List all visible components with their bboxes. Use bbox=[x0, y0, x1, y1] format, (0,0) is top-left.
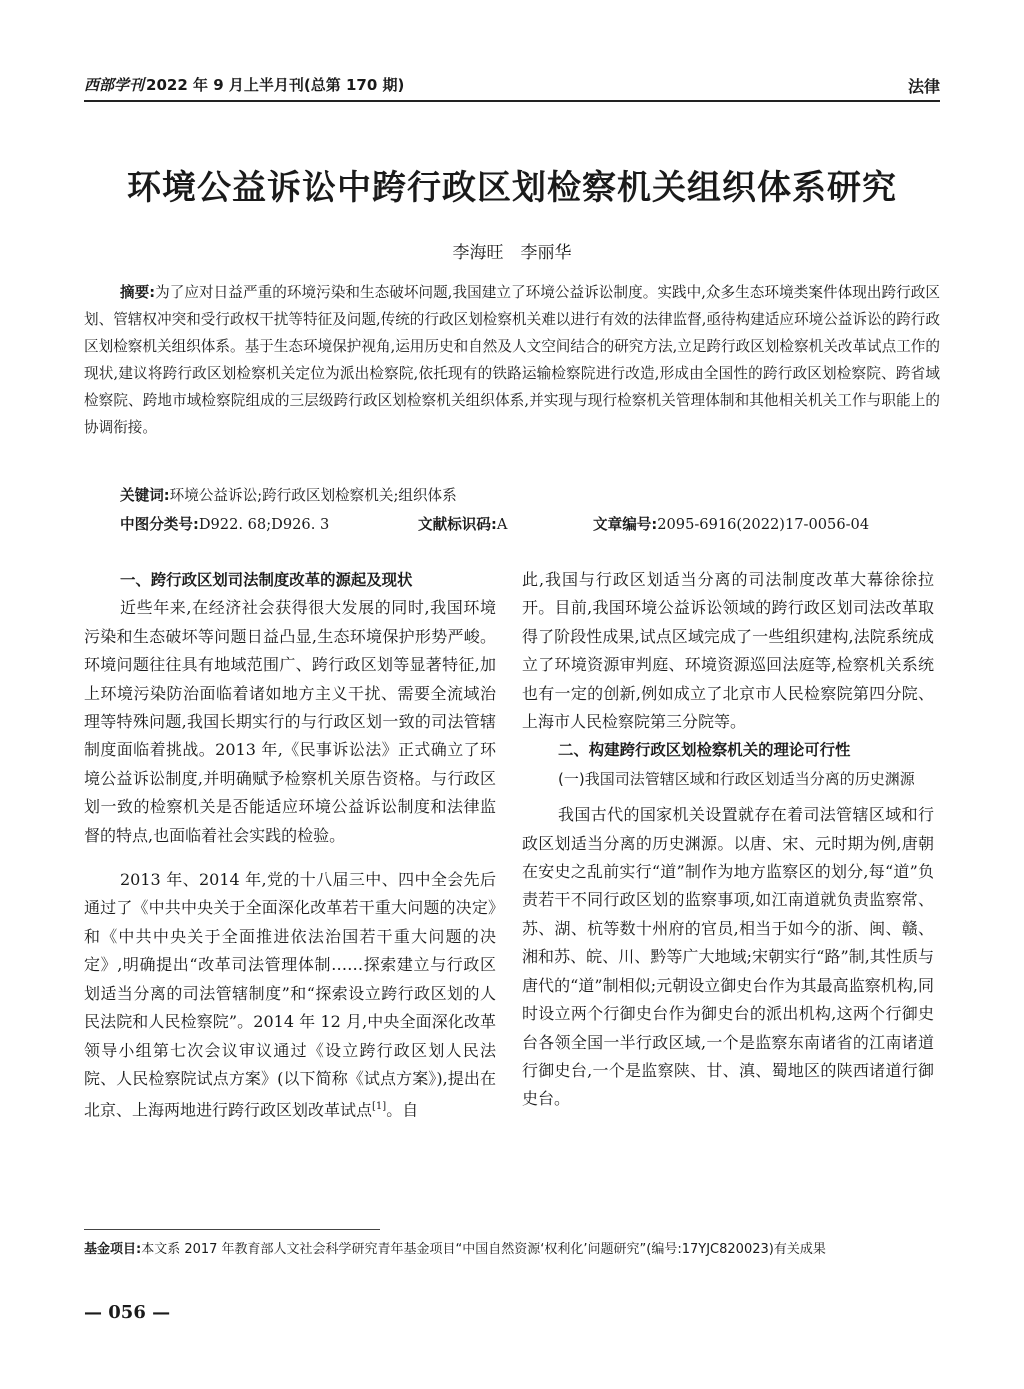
paragraph-2-tail: 。自 bbox=[386, 1100, 419, 1120]
paragraph-3: 此,我国与行政区划适当分离的司法制度改革大幕徐徐拉开。目前,我国环境公益诉讼领域的跨行政区划司法改革取得了阶段性成果,试点区域完成了一些组织建构,法院系统成立了环境资源审判庭、环境资源巡回法庭等,检察机关系统也有一定的创新,例如成立了北京市人民检察院第四分院、上海市人民检察院第三分院等。 bbox=[522, 570, 934, 732]
citation-ref: [1] bbox=[372, 1101, 387, 1113]
abstract-text: 为了应对日益严重的环境污染和生态破坏问题,我国建立了环境公益诉讼制度。实践中,众多生态环境类案件体现出跨行政区划、管辖权冲突和受行政权干扰等特征及问题,传统的行政区划检察机关难以进行有效的法律监督,亟待构建适应环境公益诉讼的跨行政区划检察机关组织体系。基于生态环境保护视角,运用历史和自然及人文空间结合的研究方法,立足跨行政区划检察机关改革试点工作的现状,建议将跨行政区划检察机关定位为派出检察院,依托现有的铁路运输检察院进行改造,形成由全国性的跨行政区划检察院、跨省域检察院、跨地市域检察院组成的三层级跨行政区划检察机关组织体系,并实现与现行检察机关管理体制和其他相关机关工作与职能上的协调衔接。 bbox=[84, 284, 940, 436]
clc-label: 中图分类号: bbox=[120, 516, 199, 533]
funding-footnote bbox=[84, 1238, 940, 1262]
doc-code bbox=[418, 513, 593, 537]
keywords-text: 环境公益诉讼;跨行政区划检察机关;组织体系 bbox=[169, 487, 457, 504]
keywords-label: 关键词: bbox=[120, 487, 170, 504]
paragraph-2-text: 2013 年、2014 年,党的十八届三中、四中全会先后通过了《中共中央关于全面深化改革若干重大问题的决定》和《中共中央关于全面推进依法治国若干重大问题的决定》,明确提出“改革司法管理体制……探索建立与行政区划适当分离的司法管辖制度”和“探索设立跨行政区划的人民法院和人民检察院”。2014 年 12 月,中央全面深化改革领导小组第七次会议审议通过《设立跨行政区划人民法院、人民检察院试点方案》(以下简称《试点方案》),提出在北京、上海两地进行跨行政区划改革试点 bbox=[84, 870, 496, 1120]
footnote-divider bbox=[84, 1229, 380, 1230]
article-number-label: 文章编号: bbox=[593, 516, 658, 533]
article-number bbox=[593, 513, 869, 537]
paragraph-2 bbox=[84, 866, 496, 1125]
funding-label: 基金项目: bbox=[84, 1242, 142, 1257]
article-number-value: 2095-6916(2022)17-0056-04 bbox=[657, 516, 870, 533]
article-authors: 李海旺 李丽华 bbox=[452, 243, 572, 263]
clc-code bbox=[120, 513, 418, 537]
header-journal-issue bbox=[84, 74, 404, 95]
issue-info: 2022 年 9 月上半月刊(总第 170 期) bbox=[146, 76, 405, 94]
section-heading-2: 二、构建跨行政区划检察机关的理论可行性 bbox=[558, 741, 851, 760]
journal-name: 西部学刊 bbox=[84, 76, 145, 94]
paragraph-1: 近些年来,在经济社会获得很大发展的同时,我国环境污染和生态破坏等问题日益凸显,生态环境保护形势严峻。环境问题往往具有地域范围广、跨行政区划等显著特征,加上环境污染防治面临着诸如地方主义干扰、需要全流域治理等特殊问题,我国长期实行的与行政区划一致的司法管辖制度面临着挑战。2013 年,《民事诉讼法》正式确立了环境公益诉讼制度,并明确赋予检察机关原告资格。与行政区划一致的检察机关是否能适应环境公益诉讼制度和法律监督的特点,也面临着社会实践的检验。 bbox=[84, 598, 496, 845]
abstract-label: 摘要: bbox=[120, 284, 156, 301]
doc-value: A bbox=[496, 516, 508, 533]
paragraph-4: 我国古代的国家机关设置就存在着司法管辖区域和行政区划适当分离的历史渊源。以唐、宋、元时期为例,唐朝在安史之乱前实行“道”制作为地方监察区的划分,每“道”负责若干不同行政区划的监察事项,如江南道就负责监察常、苏、湖、杭等数十州府的官员,相当于如今的浙、闽、赣、湘和苏、皖、川、黔等广大地域;宋朝实行“路”制,其性质与唐代的“道”制相似;元朝设立御史台作为其最高监察机构,同时设立两个行御史台作为御史台的派出机构,这两个行御史台各领全国一半行政区域,一个是监察东南诸省的江南诸道行御史台,一个是监察陕、甘、滇、蜀地区的陕西诸道行御史台。 bbox=[522, 805, 934, 1109]
funding-text: 本文系 2017 年教育部人文社会科学研究青年基金项目“中国自然资源‘权利化’问题研究”(编号:17YJC820023)有关成果 bbox=[141, 1242, 826, 1257]
page-number: — 056 — bbox=[84, 1302, 171, 1323]
keywords bbox=[120, 484, 457, 508]
body-column-right bbox=[522, 566, 934, 1114]
running-header bbox=[84, 70, 940, 102]
header-section: 法律 bbox=[907, 77, 940, 96]
abstract bbox=[84, 279, 940, 441]
section-heading-1: 一、跨行政区划司法制度改革的源起及现状 bbox=[120, 571, 413, 589]
subsection-heading-1: (一)我国司法管辖区域和行政区划适当分离的历史渊源 bbox=[558, 769, 915, 788]
article-title: 环境公益诉讼中跨行政区划检察机关组织体系研究 bbox=[127, 168, 897, 208]
clc-value: D922. 68;D926. 3 bbox=[198, 516, 330, 533]
body-column-left bbox=[84, 566, 496, 1125]
doc-label: 文献标识码: bbox=[418, 516, 497, 533]
article-meta bbox=[120, 513, 940, 537]
